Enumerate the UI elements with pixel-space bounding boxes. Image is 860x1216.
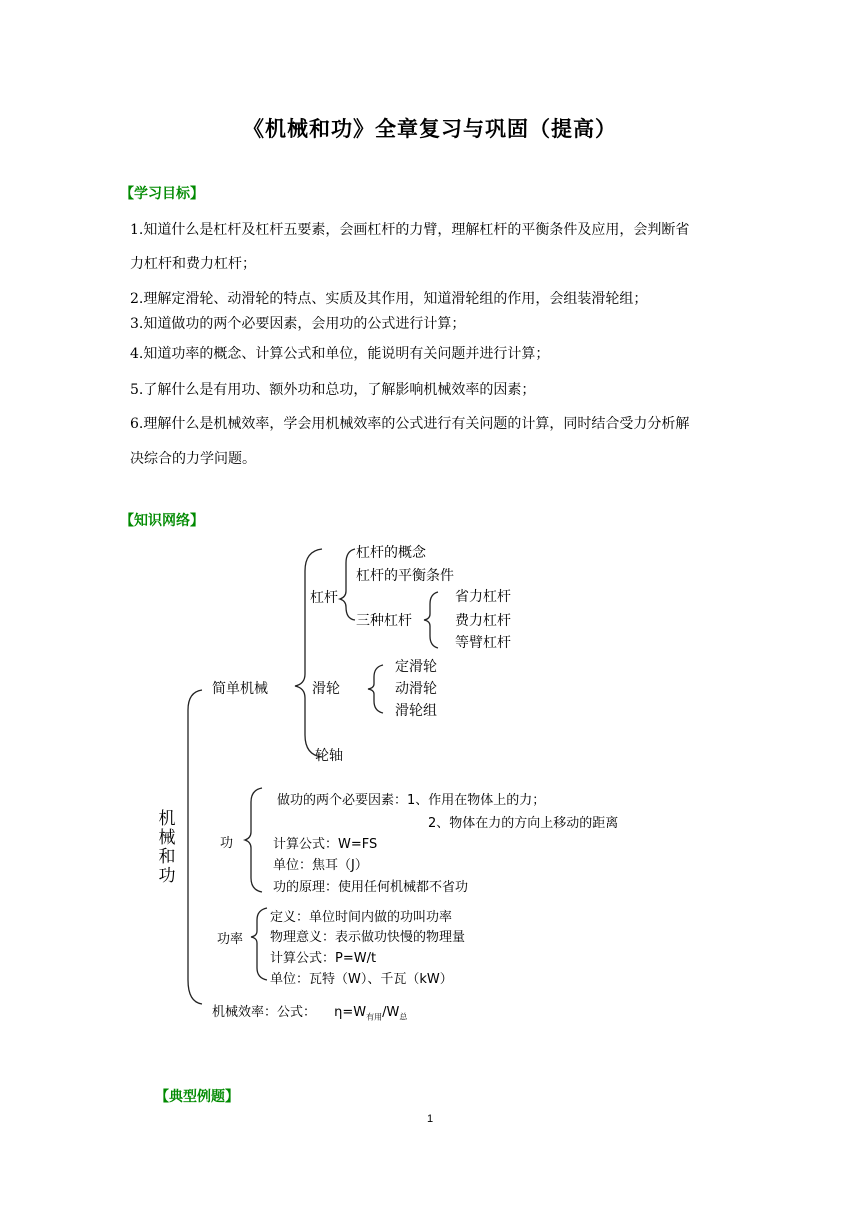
efficiency-formula: η=W bbox=[334, 1005, 367, 1020]
node-simple-machine: 简单机械 bbox=[212, 681, 268, 697]
section-heading-examples: 【典型例题】 bbox=[155, 1089, 239, 1105]
work-item: 计算公式：W=FS bbox=[273, 837, 378, 852]
page-number: 1 bbox=[426, 1113, 434, 1125]
root-label-char: 功 bbox=[158, 866, 176, 886]
objective-line: 1.知道什么是杠杆及杠杆五要素，会画杠杆的力臂，理解杠杆的平衡条件及应用，会判断省 bbox=[130, 222, 690, 238]
node-lever-type: 省力杠杆 bbox=[455, 589, 511, 605]
node-pulley-type: 滑轮组 bbox=[395, 703, 437, 719]
objective-line: 6.理解什么是机械效率，学会用机械效率的公式进行有关问题的计算，同时结合受力分析解 bbox=[130, 416, 690, 432]
work-item: 功的原理：使用任何机械都不省功 bbox=[273, 880, 469, 895]
work-item: 做功的两个必要因素：1、作用在物体上的力； bbox=[277, 793, 546, 808]
work-item: 单位：焦耳（J） bbox=[273, 858, 368, 873]
work-item: 2、物体在力的方向上移动的距离 bbox=[428, 816, 619, 831]
node-lever-balance: 杠杆的平衡条件 bbox=[356, 568, 454, 584]
power-item: 计算公式：P=W/t bbox=[270, 951, 377, 966]
node-wheel-axle: 轮轴 bbox=[315, 748, 343, 764]
objective-line: 3.知道做功的两个必要因素，会用功的公式进行计算； bbox=[130, 316, 466, 332]
objective-line: 力杠杆和费力杠杆； bbox=[130, 256, 256, 272]
power-item: 定义：单位时间内做的功叫功率 bbox=[270, 910, 453, 925]
section-heading-network: 【知识网络】 bbox=[120, 513, 204, 529]
node-power: 功率 bbox=[217, 932, 244, 947]
node-lever-concept: 杠杆的概念 bbox=[356, 545, 426, 561]
page-title: 《机械和功》全章复习与巩固（提高） bbox=[243, 117, 617, 141]
node-lever-type: 等臂杠杆 bbox=[455, 635, 511, 651]
three-levers-brace bbox=[424, 592, 438, 648]
node-pulley-type: 定滑轮 bbox=[395, 659, 437, 675]
power-item: 单位：瓦特（W）、千瓦（kW） bbox=[270, 972, 453, 987]
efficiency-subscript: 总 bbox=[399, 1012, 408, 1022]
power-brace bbox=[251, 908, 267, 980]
root-brace bbox=[188, 690, 202, 1004]
node-work: 功 bbox=[220, 836, 234, 851]
node-lever: 杠杆 bbox=[310, 590, 338, 606]
section-heading-goals: 【学习目标】 bbox=[120, 186, 204, 202]
root-label-char: 机 bbox=[158, 809, 176, 829]
knowledge-network-diagram bbox=[150, 535, 670, 1025]
node-pulley: 滑轮 bbox=[312, 681, 340, 697]
objective-line: 2.理解定滑轮、动滑轮的特点、实质及其作用，知道滑轮组的作用，会组装滑轮组； bbox=[130, 291, 648, 307]
root-label-char: 和 bbox=[158, 847, 176, 867]
work-brace bbox=[245, 788, 262, 892]
lever-brace bbox=[340, 549, 355, 620]
objective-line: 5.了解什么是有用功、额外功和总功，了解影响机械效率的因素； bbox=[130, 382, 536, 398]
node-three-levers: 三种杠杆 bbox=[356, 613, 412, 629]
pulley-brace bbox=[368, 665, 383, 713]
node-pulley-type: 动滑轮 bbox=[395, 681, 437, 697]
node-lever-type: 费力杠杆 bbox=[455, 613, 511, 629]
root-label-char: 械 bbox=[158, 828, 176, 848]
power-item: 物理意义：表示做功快慢的物理量 bbox=[270, 930, 466, 945]
objective-line: 4.知道功率的概念、计算公式和单位，能说明有关问题并进行计算； bbox=[130, 346, 550, 362]
diagram-braces bbox=[150, 535, 670, 1025]
efficiency-formula-slash: /W bbox=[382, 1005, 400, 1020]
efficiency-subscript: 有用 bbox=[366, 1012, 383, 1022]
simple-machine-brace bbox=[295, 549, 322, 757]
efficiency-label: 机械效率：公式： bbox=[212, 1005, 317, 1020]
node-efficiency bbox=[212, 1001, 407, 1023]
objective-line: 决综合的力学问题。 bbox=[130, 451, 256, 467]
